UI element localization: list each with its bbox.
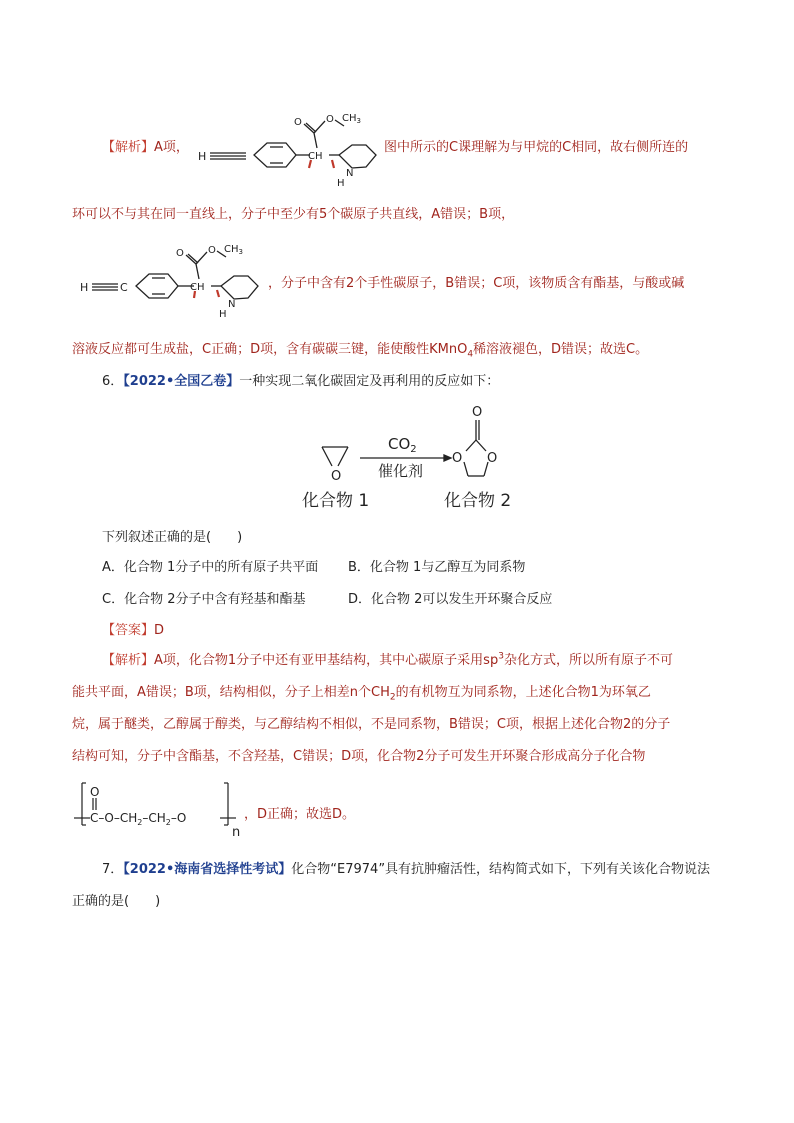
compound2-o-left: O	[452, 451, 463, 466]
q6-analysis-line5: ，D正确；故选D。	[244, 807, 356, 822]
analysis-tag: 【解析】	[102, 140, 155, 155]
catalyst-label: 催化剂	[378, 462, 424, 480]
struct1-ch3: $CH_3$	[342, 113, 361, 125]
compound1-label: 化合物 1	[302, 491, 370, 511]
struct2-o-ester: O	[208, 245, 216, 256]
q6-option-b: B．化合物 1与乙醇互为同系物	[348, 560, 526, 575]
q7-stem-line2: 正确的是( )	[72, 894, 161, 909]
struct2-ch3: $CH_3$	[224, 244, 243, 256]
struct1-nh: H	[337, 178, 345, 189]
compound2-label: 化合物 2	[444, 491, 512, 511]
compound2-o-top: O	[472, 405, 483, 420]
polymer-o-top: O	[90, 785, 100, 799]
q6-option-c: C．化合物 2分子中含有羟基和酯基	[102, 592, 306, 607]
compound1-o: O	[331, 469, 342, 484]
analysis5-line4: 溶液反应都可生成盐，C正确；D项，含有碳碳三键，能使酸性KMnO$_4$稀溶液褪色，D错误；故选C。	[72, 342, 649, 360]
struct1-o-carbonyl: O	[294, 117, 302, 128]
compound2-o-right: O	[487, 451, 498, 466]
q6-option-d: D．化合物 2可以发生开环聚合反应	[348, 592, 553, 607]
q6-option-a: A．化合物 1分子中的所有原子共平面	[102, 560, 319, 575]
q6-answer: 【答案】D	[102, 623, 165, 638]
polymer-chain: $C-O-CH_2-CH_2-O$	[90, 811, 187, 827]
structure-1-image	[196, 108, 388, 190]
struct2-ch: CH	[190, 282, 205, 293]
analysis5-line1: 【解析】A项，	[102, 140, 189, 155]
polymer-n: n	[232, 825, 241, 840]
q6-analysis-line1: 【解析】A项，化合物1分子中还有亚甲基结构，其中心碳原子采用$sp^3$杂化方式，所以所有原子不可	[102, 651, 673, 668]
polymer-structure	[72, 780, 252, 838]
struct1-n: N	[346, 168, 354, 179]
analysis5-line3: ，分子中含有2个手性碳原子，B错误；C项，该物质含有酯基，与酸或碱	[268, 276, 685, 291]
struct1-ch: CH	[308, 151, 323, 162]
struct1-h: H	[198, 150, 207, 163]
q6-source: 【2022•全国乙卷】	[123, 374, 240, 389]
q6-analysis-line2: 能共平面，A错误；B项，结构相似，分子上相差n个$CH_2$的有机物互为同系物，上述化合物1为环氧乙	[72, 685, 651, 703]
struct2-o-carbonyl: O	[176, 248, 184, 259]
q6-analysis-line4: 结构可知，分子中含酯基，不含羟基，C错误；D项，化合物2分子可发生开环聚合形成高分子化合物	[72, 749, 646, 764]
struct2-n: N	[228, 299, 236, 310]
analysis5-line1-cont: 图中所示的C课理解为与甲烷的C相同，故右侧所连的	[384, 140, 689, 155]
struct2-c: C	[120, 281, 128, 294]
q6-answer-value: D	[154, 623, 165, 638]
struct2-h: H	[80, 281, 89, 294]
structure-2-image	[78, 244, 270, 326]
q6-prompt: 下列叙述正确的是( )	[102, 530, 243, 545]
analysis5-line2: 环可以不与其在同一直线上，分子中至少有5个碳原子共直线，A错误；B项，	[72, 207, 515, 222]
q6-stem: 6．【2022•全国乙卷】一种实现二氧化碳固定及再利用的反应如下：	[102, 374, 500, 389]
reagent-co2: $CO_2$	[388, 435, 417, 455]
q6-analysis-line3: 烷，属于醚类，乙醇属于醇类，与乙醇结构不相似，不是同系物，B错误；C项，根据上述化合物2的分子	[72, 717, 671, 732]
struct2-nh: H	[219, 309, 227, 320]
q7-stem: 7．【2022•海南省选择性考试】化合物“E7974”具有抗肿瘤活性，结构简式如下，下列有关该化合物说法	[102, 862, 711, 877]
struct1-o-ester: O	[326, 114, 334, 125]
reaction-scheme	[296, 402, 536, 512]
q7-source: 【2022•海南省选择性考试】	[123, 862, 292, 877]
